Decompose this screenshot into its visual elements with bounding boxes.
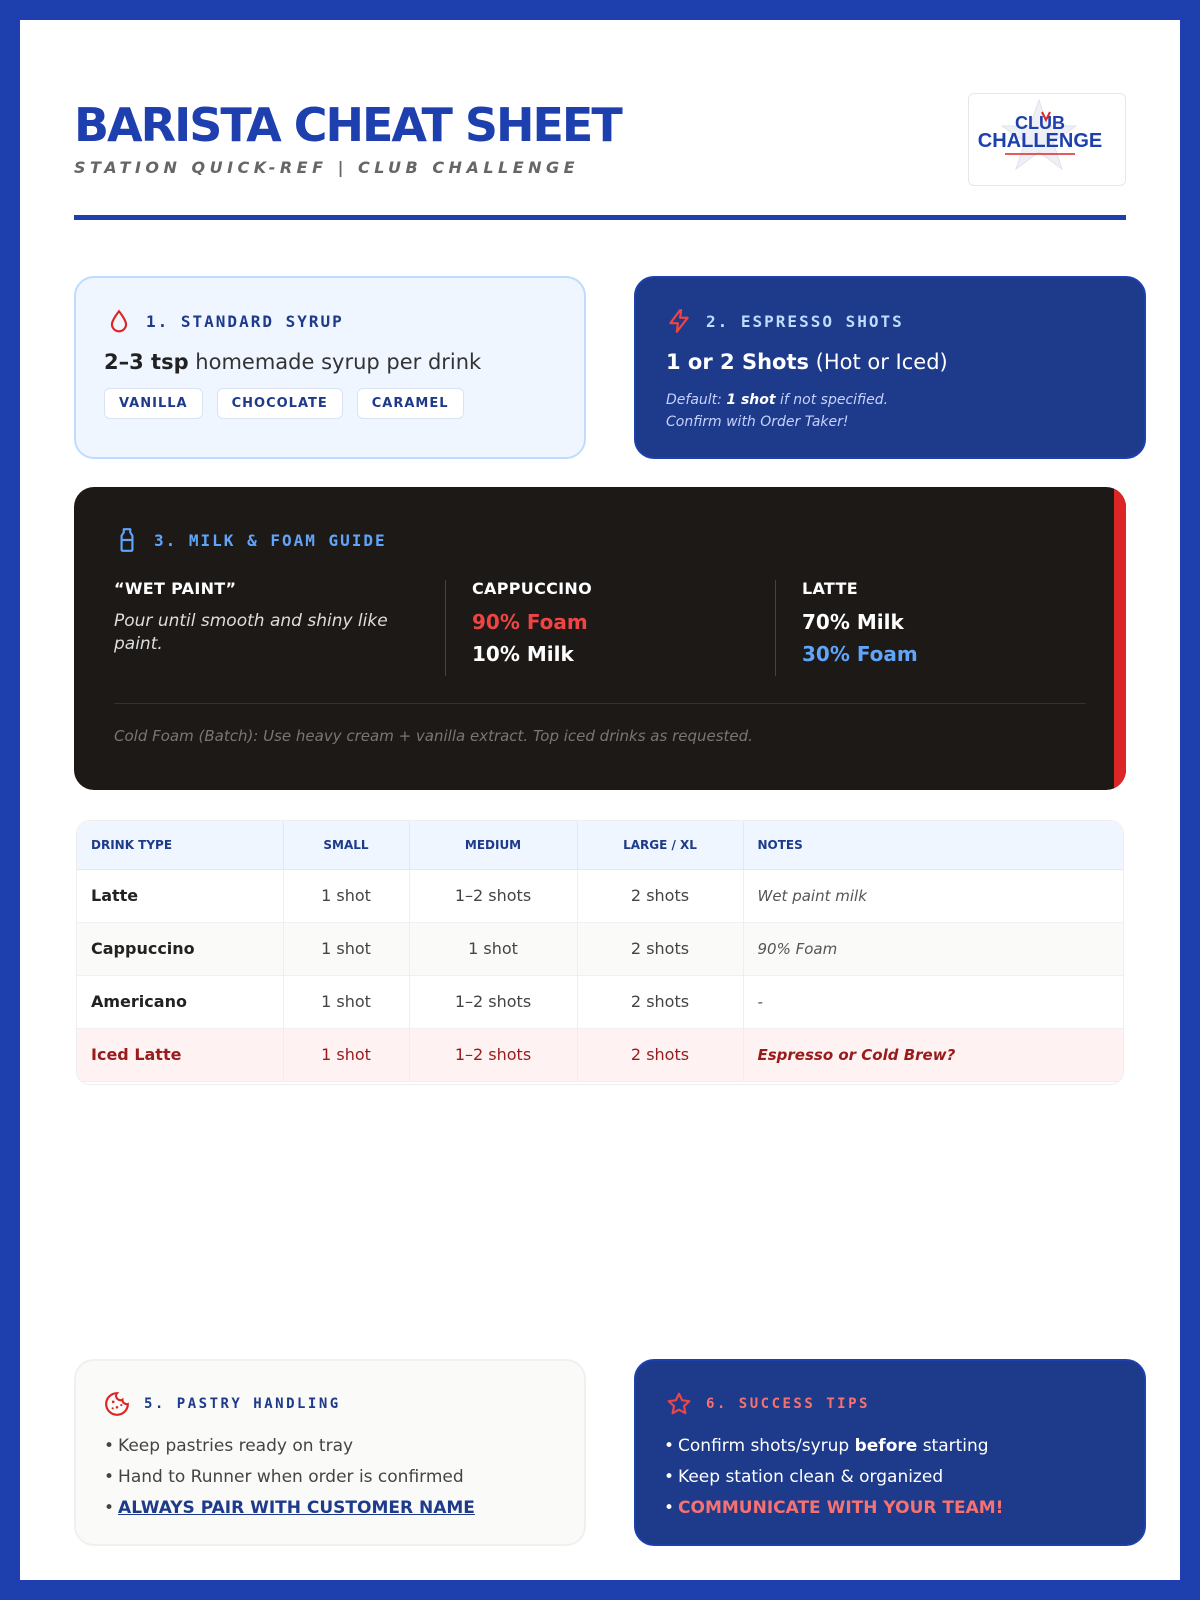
milk-title: 3. MILK & FOAM GUIDE: [154, 530, 387, 550]
syrup-amount-text: homemade syrup per drink: [188, 350, 482, 374]
table-cell: 2 shots: [577, 1028, 743, 1081]
espresso-note-prefix: Default:: [666, 392, 727, 408]
table-cell: 1 shot: [283, 1028, 409, 1081]
espresso-note-suffix: if not specified.: [775, 392, 889, 408]
tips-card-header: [666, 1391, 870, 1417]
milk-foam-guide-card: [74, 487, 1126, 790]
cookie-icon: [104, 1391, 130, 1417]
drink-name: Cappuccino: [77, 922, 283, 975]
cappuccino-heading: CAPPUCCINO: [472, 579, 592, 598]
list-item: [104, 1493, 475, 1524]
bullet: •: [664, 1498, 675, 1518]
syrup-amount: [104, 350, 481, 374]
latte-milk: 70% Milk: [802, 610, 904, 634]
tips-title: 6. SUCCESS TIPS: [706, 1396, 870, 1412]
page-title: BARISTA CHEAT SHEET: [74, 98, 621, 152]
svg-text:CHALLENGE: CHALLENGE: [977, 130, 1103, 152]
cappuccino-foam: 90% Foam: [472, 610, 588, 634]
list-item: [104, 1431, 475, 1462]
lightning-icon: [666, 308, 692, 334]
espresso-card-header: [666, 308, 904, 334]
svg-text:CLUB: CLUB: [1015, 113, 1065, 133]
star-icon: [666, 1391, 692, 1417]
drink-notes: 90% Foam: [743, 922, 1123, 975]
list-item-emphasis: ALWAYS PAIR WITH CUSTOMER NAME: [118, 1498, 475, 1518]
pastry-title: 5. PASTRY HANDLING: [144, 1396, 341, 1412]
pastry-card-header: [104, 1391, 341, 1417]
bullet: •: [104, 1436, 115, 1456]
table-header-row: [77, 821, 1123, 869]
bottle-icon: [114, 527, 140, 553]
drop-icon: [106, 308, 132, 334]
tips-list: [664, 1431, 1003, 1524]
table-cell: 1–2 shots: [409, 869, 577, 922]
list-item: [664, 1462, 1003, 1493]
table-row: [77, 869, 1123, 922]
list-item-text: Keep station clean & organized: [678, 1467, 944, 1487]
espresso-note-confirm: Confirm with Order Taker!: [666, 414, 849, 430]
list-item-text: Keep pastries ready on tray: [118, 1436, 354, 1456]
table-cell: 2 shots: [577, 975, 743, 1028]
column-header: MEDIUM: [409, 821, 577, 869]
tag-vanilla: VANILLA: [104, 388, 203, 419]
espresso-shots-qualifier: (Hot or Iced): [808, 350, 948, 374]
wet-paint-description: Pour until smooth and shiny like paint.: [114, 611, 388, 654]
drink-name: Americano: [77, 975, 283, 1028]
bullet: •: [664, 1436, 675, 1456]
tag-caramel: CARAMEL: [357, 388, 464, 419]
espresso-title: 2. ESPRESSO SHOTS: [706, 311, 904, 331]
list-item-emphasis: COMMUNICATE WITH YOUR TEAM!: [678, 1498, 1004, 1518]
espresso-shots-value: 1 or 2 Shots: [666, 350, 809, 374]
espresso-shots: [666, 350, 948, 374]
list-item-text: Confirm shots/syrup: [678, 1436, 855, 1456]
list-item: [664, 1431, 1003, 1462]
bullet: •: [664, 1467, 675, 1487]
table-cell: 1–2 shots: [409, 1028, 577, 1081]
table-cell: 1–2 shots: [409, 975, 577, 1028]
list-item-text: starting: [917, 1436, 989, 1456]
column-header: SMALL: [283, 821, 409, 869]
syrup-card-header: [106, 308, 344, 334]
table-cell: 1 shot: [283, 975, 409, 1028]
cappuccino-milk: 10% Milk: [472, 642, 574, 666]
wet-paint-column: [114, 579, 404, 656]
cold-foam-note: Cold Foam (Batch): Use heavy cream + vanilla extract. Top iced drinks as requested.: [114, 727, 753, 745]
column-divider: [775, 580, 776, 676]
accent-bar: [1114, 487, 1126, 790]
table-row-highlighted: [77, 1028, 1123, 1081]
drink-name: Iced Latte: [77, 1028, 283, 1081]
list-item-bold: before: [854, 1436, 918, 1456]
latte-foam: 30% Foam: [802, 642, 918, 666]
shots-table: [76, 820, 1124, 1085]
latte-column: [802, 579, 918, 670]
espresso-note-default: 1 shot: [726, 392, 776, 408]
syrup-amount-value: 2–3 tsp: [104, 350, 189, 374]
column-header: DRINK TYPE: [77, 821, 283, 869]
table-row: [77, 975, 1123, 1028]
tag-chocolate: CHOCOLATE: [217, 388, 343, 419]
column-divider: [445, 580, 446, 676]
standard-syrup-card: [74, 276, 586, 459]
bullet: •: [104, 1498, 115, 1518]
table-cell: 1 shot: [283, 922, 409, 975]
syrup-title: 1. STANDARD SYRUP: [146, 311, 344, 331]
latte-heading: LATTE: [802, 579, 858, 598]
drink-notes: Espresso or Cold Brew?: [743, 1028, 1123, 1081]
success-tips-card: [634, 1359, 1146, 1546]
club-challenge-logo: [968, 93, 1126, 186]
drink-notes: -: [743, 975, 1123, 1028]
milk-card-header: [114, 527, 387, 553]
list-item: [104, 1462, 475, 1493]
wet-paint-heading: “WET PAINT”: [114, 579, 237, 598]
list-item: [664, 1493, 1003, 1524]
drink-notes: Wet paint milk: [743, 869, 1123, 922]
table-cell: 2 shots: [577, 922, 743, 975]
column-header: LARGE / XL: [577, 821, 743, 869]
table-cell: 1 shot: [283, 869, 409, 922]
pastry-list: [104, 1431, 475, 1524]
table-cell: 2 shots: [577, 869, 743, 922]
espresso-note: [666, 389, 888, 433]
page-subtitle: STATION QUICK-REF | CLUB CHALLENGE: [74, 158, 580, 177]
milk-divider: [114, 703, 1086, 704]
column-header: NOTES: [743, 821, 1123, 869]
cheat-sheet: [20, 20, 1180, 1580]
pastry-handling-card: [74, 1359, 586, 1546]
drink-name: Latte: [77, 869, 283, 922]
bullet: •: [104, 1467, 115, 1487]
table-row: [77, 922, 1123, 975]
list-item-text: Hand to Runner when order is confirmed: [118, 1467, 464, 1487]
cappuccino-column: [472, 579, 592, 670]
header-divider: [74, 215, 1126, 220]
table-cell: 1 shot: [409, 922, 577, 975]
espresso-shots-card: [634, 276, 1146, 459]
syrup-flavor-tags: [104, 388, 464, 419]
